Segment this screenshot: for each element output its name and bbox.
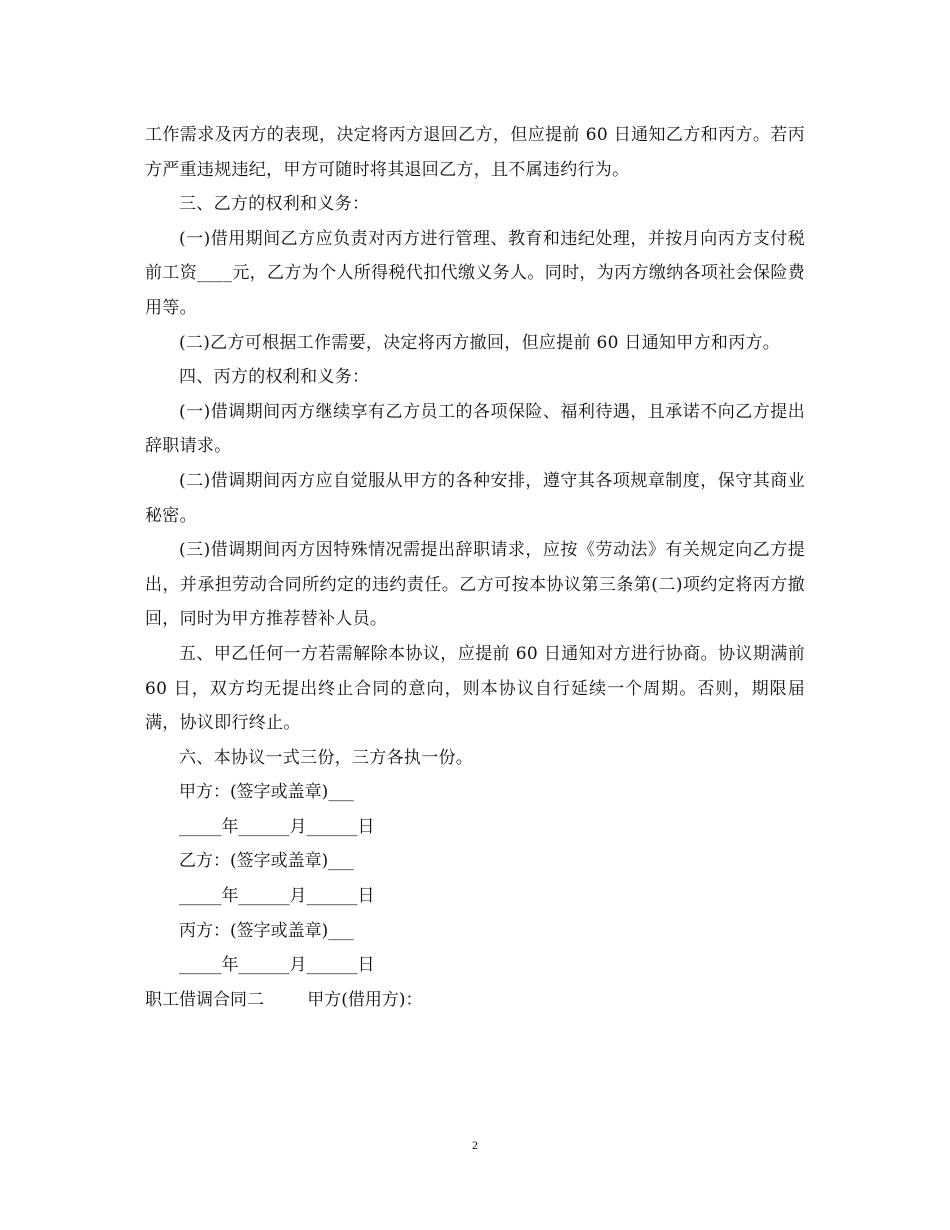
clause-copies: 六、本协议一式三份，三方各执一份。 <box>179 747 474 768</box>
clause-c-1: (一)借调期间丙方继续享有乙方员工的各项保险、福利待遇，且承诺不向乙方提出辞职请求。 <box>145 401 805 457</box>
paragraph-continuation: 工作需求及丙方的表现，决定将丙方退回乙方，但应提前 60 日通知乙方和丙方。若丙方严重违规违纪，甲方可随时将其退回乙方，且不属违约行为。 <box>145 125 805 180</box>
section-heading-party-c: 四、丙方的权利和义务： <box>179 367 370 388</box>
signature-date-c: _____年______月______日 <box>179 955 375 976</box>
document-body <box>145 118 805 1017</box>
clause-b-2: (二)乙方可根据工作需要，决定将丙方撤回，但应提前 60 日通知甲方和丙方。 <box>179 332 781 353</box>
clause-termination: 五、甲乙任何一方若需解除本协议，应提前 60 日通知对方进行协商。协议期满前 60 日，双方均无提出终止合同的意向，则本协议自行延续一个周期。否则，期限届满，协议即行终止。 <box>145 643 805 734</box>
clause-c-3: (三)借调期间丙方因特殊情况需提出辞职请求，应按《劳动法》有关规定向乙方提出，并承担劳动合同所约定的违约责任。乙方可按本协议第三条第(二)项约定将丙方撤回，同时为甲方推荐替补人员。 <box>145 540 805 630</box>
signature-date-a: _____年______月______日 <box>179 816 375 837</box>
clause-c-2: (二)借调期间丙方应自觉服从甲方的各种安排，遵守其各项规章制度，保守其商业秘密。 <box>145 470 805 526</box>
signature-date-b: _____年______月______日 <box>179 886 375 907</box>
next-contract-heading: 职工借调合同二 甲方(借用方)： <box>145 989 423 1010</box>
clause-b-1: (一)借用期间乙方应负责对丙方进行管理、教育和违纪处理，并按月向丙方支付税前工资____元，乙方为个人所得税代扣代缴义务人。同时，为丙方缴纳各项社会保险费用等。 <box>145 228 805 318</box>
section-heading-party-b: 三、乙方的权利和义务： <box>179 194 370 215</box>
signature-party-c: 丙方：(签字或盖章)___ <box>179 920 354 941</box>
signature-party-a: 甲方：(签字或盖章)___ <box>179 782 354 803</box>
signature-party-b: 乙方：(签字或盖章)___ <box>179 851 354 872</box>
page-number: 2 <box>472 1138 478 1152</box>
